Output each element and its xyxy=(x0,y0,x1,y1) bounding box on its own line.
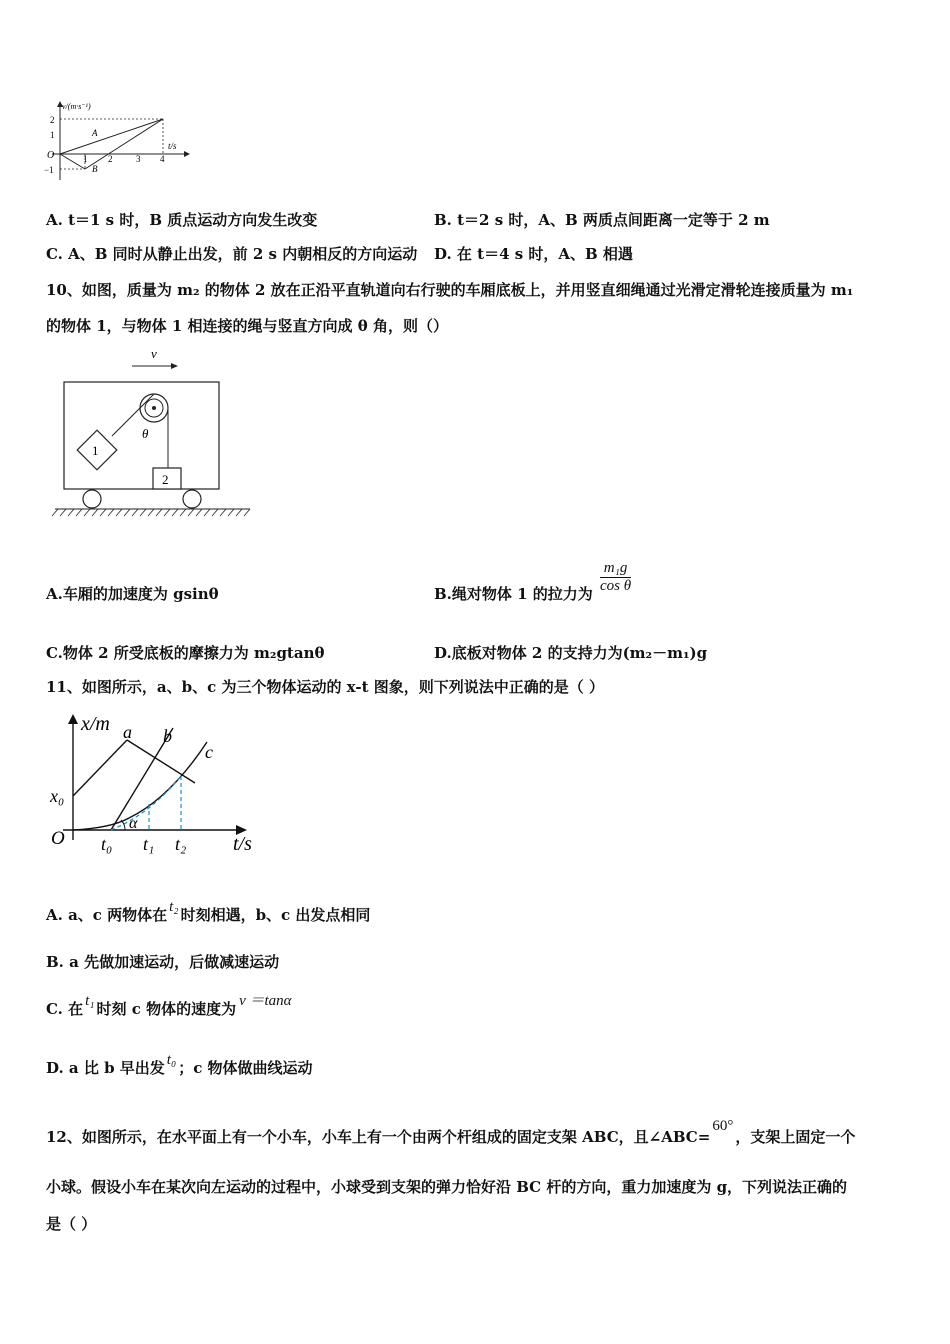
q11-t2-label: t₂ xyxy=(175,834,187,854)
q11-xt-graph xyxy=(45,706,270,864)
q9-y-axis-label: v/(m·s⁻¹) xyxy=(62,102,91,111)
q10-stem-line1: 10、如图，质量为 m₂ 的物体 2 放在正沿平直轨道向右行驶的车厢底板上，并用竖直细绳通过光滑定滑轮连接质量为 m₁ xyxy=(46,281,854,299)
q9-option-c[interactable]: C. A、B 同时从静止出发，前 2 s 内朝相反的方向运动 xyxy=(46,245,418,263)
q11-alpha-label: α xyxy=(129,815,138,832)
q9-option-d[interactable]: D. 在 t＝4 s 时，A、B 相遇 xyxy=(434,245,633,263)
q9-x-tick: 1 xyxy=(83,154,88,164)
q11-option-a-text: A. a、c 两物体在 xyxy=(46,906,168,924)
q10-option-b-fraction xyxy=(600,560,631,595)
q10-velocity-label: v xyxy=(151,346,157,361)
q11-option-c-text: C. 在 xyxy=(46,1000,84,1018)
q9-origin: O xyxy=(47,150,55,161)
q12-stem-text2: ，支架上固定一个 xyxy=(735,1128,856,1146)
q11-label-b: b xyxy=(163,726,172,746)
q11-y-axis-label: x/m xyxy=(81,713,110,735)
q11-origin: O xyxy=(51,828,65,849)
q9-x-axis-label: t/s xyxy=(168,141,177,151)
q11-label-a: a xyxy=(123,722,132,742)
q11-option-c-text2: 时刻 c 物体的速度为 xyxy=(96,1000,237,1018)
q9-y-tick: 2 xyxy=(50,115,55,125)
q11-t1-label: t₁ xyxy=(143,834,155,854)
q10-fraction-numerator: m₁g xyxy=(600,560,631,578)
q10-angle-label: θ xyxy=(142,426,149,441)
q9-option-b[interactable]: B. t＝2 s 时，A、B 两质点间距离一定等于 2 m xyxy=(434,211,770,229)
q10-stem-line2: 的物体 1，与物体 1 相连接的绳与竖直方向成 θ 角，则（） xyxy=(46,317,448,335)
q11-option-c[interactable] xyxy=(46,993,292,1020)
q9-line-b xyxy=(60,154,85,169)
q11-curve-c xyxy=(73,742,207,830)
q9-option-a[interactable]: A. t＝1 s 时，B 质点运动方向发生改变 xyxy=(46,211,318,229)
q11-option-d[interactable] xyxy=(46,1052,313,1079)
q9-y-tick: 1 xyxy=(50,130,55,140)
q9-label-b: B xyxy=(92,164,98,174)
q10-block-1-label: 1 xyxy=(92,443,99,458)
q10-block-2-label: 2 xyxy=(162,472,169,487)
q10-cart-figure xyxy=(50,344,255,522)
q11-t0-label: t₀ xyxy=(101,834,113,854)
q11-x-axis-label: t/s xyxy=(233,833,252,855)
q9-line-a xyxy=(60,119,163,154)
q11-x0-label: x₀ xyxy=(50,786,65,806)
q11-stem: 11、如图所示，a、b、c 为三个物体运动的 x-t 图象，则下列说法中正确的是（ ） xyxy=(46,678,604,696)
q9-x-tick: 2 xyxy=(108,154,113,164)
q11-option-a-text2: 时刻相遇，b、c 出发点相同 xyxy=(180,906,371,924)
q10-option-b[interactable]: B.绳对物体 1 的拉力为 xyxy=(434,585,593,603)
q11-option-d-symbol: t₀ xyxy=(166,1052,177,1068)
q11-option-d-text2: ；c 物体做曲线运动 xyxy=(178,1059,313,1077)
q11-option-c-symbol: t₁ xyxy=(85,993,95,1009)
q9-y-tick: −1 xyxy=(44,165,54,175)
q11-option-d-text: D. a 比 b 早出发 xyxy=(46,1059,165,1077)
q11-option-a[interactable] xyxy=(46,899,371,926)
q11-label-c: c xyxy=(205,742,213,762)
q10-fraction-denominator: cos θ xyxy=(600,578,632,594)
q12-stem-text: 12、如图所示，在水平面上有一个小车，小车上有一个由两个杆组成的固定支架 ABC，且∠ABC= xyxy=(46,1128,711,1146)
q12-stem-line2: 小球。假设小车在某次向左运动的过程中，小球受到支架的弹力恰好沿 BC 杆的方向，重力加速度为 g，下列说法正确的 xyxy=(46,1178,848,1196)
q9-x-tick: 3 xyxy=(136,154,141,164)
q9-x-tick: 4 xyxy=(160,154,165,164)
q10-option-a[interactable]: A.车厢的加速度为 gsinθ xyxy=(46,585,219,603)
q11-option-c-formula: v ＝tanα xyxy=(239,993,292,1009)
q9-label-a: A xyxy=(92,128,98,138)
q10-option-d[interactable]: D.底板对物体 2 的支持力为(m₂－m₁)g xyxy=(434,644,708,662)
q11-option-b[interactable]: B. a 先做加速运动，后做减速运动 xyxy=(46,953,280,971)
q12-angle-value: 60° xyxy=(712,1118,734,1134)
q12-stem-line3: 是（ ） xyxy=(46,1215,97,1233)
q11-option-a-symbol: t₂ xyxy=(169,899,179,915)
q9-vt-graph xyxy=(40,98,200,186)
q12-stem-line1 xyxy=(46,1118,856,1148)
q10-option-c[interactable]: C.物体 2 所受底板的摩擦力为 m₂gtanθ xyxy=(46,644,325,662)
q11-line-a xyxy=(73,740,127,796)
